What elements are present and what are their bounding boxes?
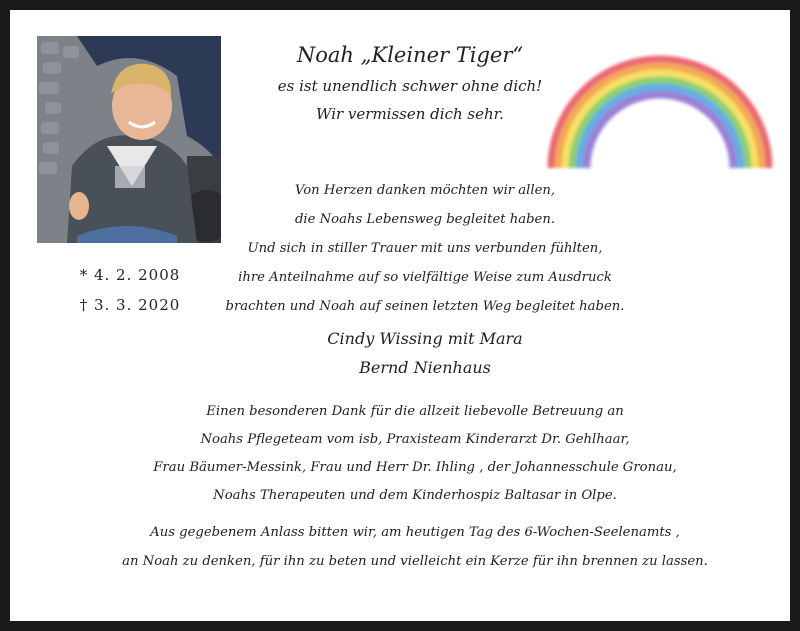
thanks-line: Von Herzen danken möchten wir allen, bbox=[294, 183, 556, 198]
special-thanks-line: Einen besonderen Dank für die allzeit liebevolle Betreuung an bbox=[206, 404, 624, 419]
family-name-line: Cindy Wissing mit Mara bbox=[327, 329, 523, 348]
special-thanks-line: Frau Bäumer-Messink, Frau und Herr Dr. Ihling , der Johannesschule Gronau, bbox=[153, 460, 677, 475]
heading-line-2: Wir vermissen dich sehr. bbox=[316, 105, 504, 123]
obituary-card bbox=[10, 10, 790, 621]
life-dates bbox=[60, 260, 200, 320]
thanks-paragraph bbox=[220, 176, 630, 321]
request-line: Aus gegebenem Anlass bitten wir, am heutigen Tag des 6-Wochen-Seelenamts , bbox=[150, 525, 680, 540]
heading-line-1: es ist unendlich schwer ohne dich! bbox=[277, 77, 543, 95]
request-line: an Noah zu denken, für ihn zu beten und vielleicht ein Kerze für ihn brennen zu lassen. bbox=[122, 554, 708, 569]
heading bbox=[240, 38, 580, 128]
special-thanks-line: Noahs Pflegeteam vom isb, Praxisteam Kinderarzt Dr. Gehlhaar, bbox=[200, 432, 630, 447]
thanks-line: die Noahs Lebensweg begleitet haben. bbox=[294, 212, 556, 227]
family-names bbox=[240, 324, 610, 382]
portrait-photo bbox=[37, 36, 221, 243]
request-paragraph bbox=[110, 518, 720, 576]
portrait-image bbox=[37, 36, 221, 243]
thanks-line: brachten und Noah auf seinen letzten Weg begleitet haben. bbox=[225, 299, 625, 314]
thanks-line: ihre Anteilnahme auf so vielfältige Weise zum Ausdruck bbox=[238, 270, 612, 285]
death-date: † 3. 3. 2020 bbox=[79, 296, 181, 314]
thanks-line: Und sich in stiller Trauer mit uns verbunden fühlten, bbox=[247, 241, 603, 256]
deceased-name: Noah „Kleiner Tiger“ bbox=[296, 43, 524, 67]
special-thanks-paragraph bbox=[130, 398, 700, 510]
birth-date: * 4. 2. 2008 bbox=[79, 266, 181, 284]
special-thanks-line: Noahs Therapeuten und dem Kinderhospiz Baltasar in Olpe. bbox=[213, 488, 617, 503]
family-name-line: Bernd Nienhaus bbox=[359, 358, 491, 377]
